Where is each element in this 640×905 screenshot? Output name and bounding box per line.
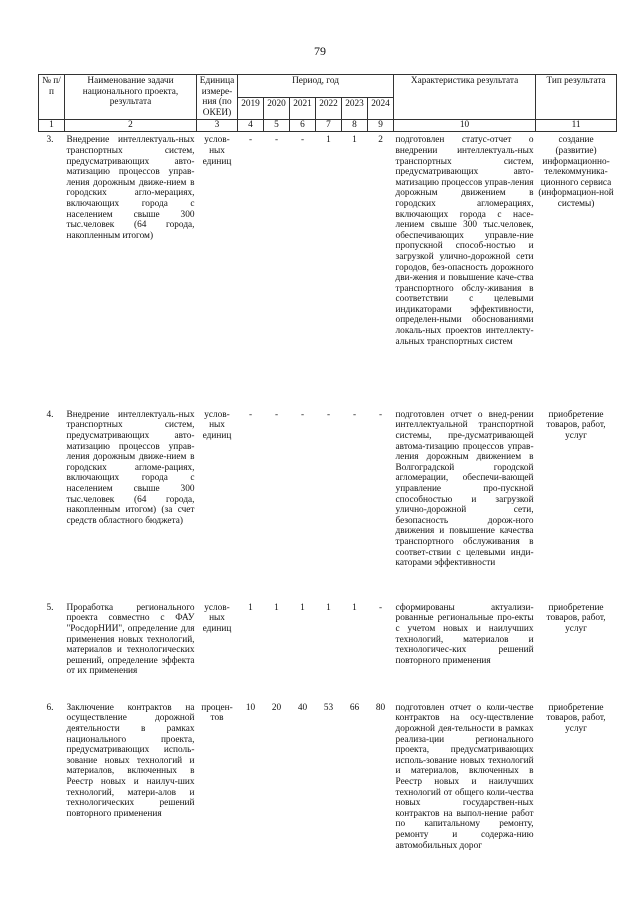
year-value: 1 <box>352 135 357 146</box>
year-value: 53 <box>323 702 334 713</box>
year-value: - <box>300 409 305 420</box>
year-value: - <box>274 409 279 420</box>
year-header: 2024 <box>368 97 394 120</box>
task-name: Внедрение интеллектуаль-ных транспортных систем, предусматривающих авто-матизацию процессов управ-ления дорожным движе-нием в городских агломе-рациях, включающих города с населением свыше 300 тыс.человек (64 города, накопленным итогом) (за счет средств областного бюджета) <box>66 409 195 526</box>
year-value: 1 <box>274 602 279 613</box>
year-value: - <box>274 135 279 146</box>
column-number: 10 <box>394 120 536 132</box>
year-value: - <box>300 135 305 146</box>
unit-cell: процен-тов <box>201 702 233 724</box>
column-number: 1 <box>39 120 65 132</box>
column-number: 8 <box>342 120 368 132</box>
year-value: 40 <box>297 702 308 713</box>
results-table <box>38 74 617 851</box>
year-value: 1 <box>248 602 253 613</box>
table-row <box>39 407 617 600</box>
year-header: 2022 <box>316 97 342 120</box>
result-characteristic: подготовлен отчет о внед-рении интеллектуальной транспортной системы, пре-дусматривающей автома-тизацию процессов управ-ления дорожным движением в Волгоградской городской агломерации, обеспечи-вающей управление про-пускной способностью и загрузкой улично-дорожной сети, безопасность дорож-ного движения и повышение качества транспортного обслуживания в соответ-ствии с целевыми инди-каторами эффективности <box>395 409 534 569</box>
column-number: 2 <box>65 120 197 132</box>
year-value: 20 <box>271 702 282 713</box>
year-value: 66 <box>349 702 360 713</box>
result-type: создание (развитие) информационно-телекоммуника-ционного сервиса (информацион-ной системы) <box>538 135 614 209</box>
task-name: Внедрение интеллектуаль-ных транспортных систем, предусматривающих авто-матизацию процессов управ-ления дорожным движе-нием в городских агло-мерациях, включающих города с населением свыше 300 тыс.человек (64 города, накопленным итогом) <box>66 135 195 241</box>
result-type: приобретение товаров, работ, услуг <box>546 702 606 735</box>
row-number: 6. <box>46 702 54 713</box>
year-value: 1 <box>352 602 357 613</box>
year-value: 1 <box>300 602 305 613</box>
year-value: 1 <box>326 135 331 146</box>
year-value: - <box>378 602 383 613</box>
year-value: - <box>248 135 253 146</box>
column-number: 5 <box>264 120 290 132</box>
year-value: - <box>248 409 253 420</box>
column-number: 3 <box>197 120 238 132</box>
col-unit-header: Единица измере-ния (по ОКЕИ) <box>197 75 238 120</box>
result-characteristic: подготовлен статус-отчет о внедрении интеллектуаль-ных транспортных систем, предусматривающих авто-матизацию процессов управ-ления дорожным движением в городских агломерациях, включающих города с насе-лением свыше 300 тыс.человек, обеспечивающих управле-ние пропускной способ-ностью и загрузкой улично-дорожной сети городов, без-опасность дорожного дви-жения и повышение каче-ства транспортного обслу-живания в соответствии с целевыми индикаторами эффективности, определен-ными обоснованиями локаль-ных проектов интеллекту-альных транспортных систем <box>395 135 534 347</box>
column-number: 11 <box>536 120 617 132</box>
year-value: 80 <box>375 702 386 713</box>
result-type: приобретение товаров, работ, услуг <box>546 602 606 635</box>
year-value: 10 <box>245 702 256 713</box>
row-number: 3. <box>46 135 54 146</box>
year-value: - <box>378 409 383 420</box>
task-name: Проработка регионального проекта совместно с ФАУ "РосдорНИИ", определение для применения новых технологий, материалов и технологических решений, определение эффекта от их применения <box>66 602 195 677</box>
row-number: 4. <box>46 409 54 420</box>
col-num-header: № п/п <box>39 75 65 120</box>
result-characteristic: сформированы актуализи-рованные региональные про-екты с учетом новых и наилучших технологий, материалов и технологичес-ких решений повторного применения <box>395 602 534 666</box>
result-type: приобретение товаров, работ, услуг <box>546 409 606 442</box>
year-value: 2 <box>378 135 383 146</box>
header-row <box>39 75 617 98</box>
table-row <box>39 700 617 851</box>
unit-cell: услов-ных единиц <box>202 409 232 442</box>
task-name: Заключение контрактов на осуществление дорожной деятельности в рамках национального проекта, предусматривающих исполь-зование новых технологий и материалов, включенных в Реестр новых и наилуч-ших технологий, матери-алов и технологических решений повторного применения <box>66 702 195 819</box>
year-header: 2021 <box>290 97 316 120</box>
year-header: 2020 <box>264 97 290 120</box>
column-number: 4 <box>238 120 264 132</box>
year-header: 2023 <box>342 97 368 120</box>
year-value: - <box>352 409 357 420</box>
table-row <box>39 132 617 407</box>
column-number: 6 <box>290 120 316 132</box>
column-numbering-row <box>39 120 617 132</box>
table-row <box>39 600 617 700</box>
col-task-header: Наименование задачи национального проекта, результата <box>65 75 197 120</box>
col-type-header: Тип результата <box>536 75 617 120</box>
col-period-header: Период, год <box>238 75 394 98</box>
page-number: 79 <box>314 44 326 58</box>
row-number: 5. <box>46 602 54 613</box>
result-characteristic: подготовлен отчет о коли-честве контрактов на осу-ществление дорожной дея-тельности в рамках реализа-ции регионального проекта, предусматривающих исполь-зование новых технологий и материалов, включенных в Реестр новых и наилучших технологий от общего коли-чества новых государствен-ных контрактов на выпол-нение работ по капитальному ремонту, ремонту и содержа-нию автомобильных дорог <box>395 702 534 851</box>
unit-cell: услов-ных единиц <box>202 135 232 167</box>
year-value: - <box>326 409 331 420</box>
year-value: 1 <box>326 602 331 613</box>
col-char-header: Характеристика результата <box>394 75 536 120</box>
unit-cell: услов-ных единиц <box>202 602 232 635</box>
year-header: 2019 <box>238 97 264 120</box>
column-number: 9 <box>368 120 394 132</box>
column-number: 7 <box>316 120 342 132</box>
